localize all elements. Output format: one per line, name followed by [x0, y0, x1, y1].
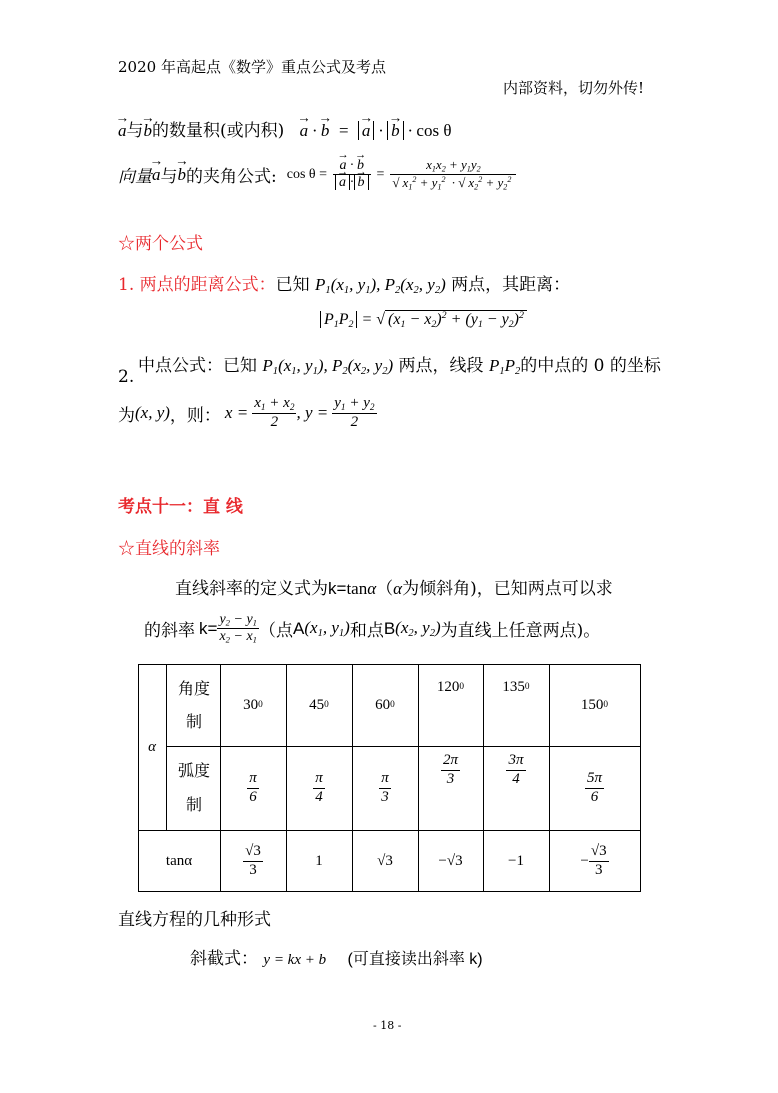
confidential-note: 内部资料，切勿外传!	[503, 79, 645, 97]
cos-theta: cos θ =	[286, 166, 327, 182]
tan-30: $\frac{√3}{3}$	[245, 843, 261, 878]
two-formulas-heading: ☆两个公式	[118, 234, 203, 254]
slope-of: 的斜率	[144, 621, 195, 642]
degree-row-label: 角度制	[178, 679, 211, 731]
slope-tan: tan	[346, 579, 368, 598]
page-number: - 18 -	[373, 1019, 402, 1032]
section-11-heading: 考点十一：直 线	[118, 497, 243, 517]
tan-120: −√3	[438, 852, 463, 869]
tan-60: √3	[377, 852, 393, 869]
dot-product-label: 的数量积(或内积)	[152, 121, 285, 141]
distance-formula-label: 1. 两点的距离公式：	[118, 275, 276, 295]
angle-formula-line: 向量 → a 与 → b 的夹角公式: cos θ = → a · → b → a ·→ b = $\frac{x_1x_2 + y_1y_2}{√ x_1^2 + y_1^2 \cdot √ x_2^2 + y_2^2}$	[118, 158, 516, 191]
tan-150: − $\frac{√3}{3}$	[580, 843, 607, 878]
point-a: A	[293, 618, 305, 638]
radian-150: $\frac{5\pi}{6}$	[586, 770, 602, 805]
radian-135: $\frac{3\pi}{4}$	[508, 752, 524, 787]
midpoint-as: 为	[118, 405, 135, 426]
radian-120: $\frac{2\pi}{3}$	[442, 752, 458, 787]
dot-product-connector: 与	[126, 121, 144, 141]
radian-30: $\frac{\pi}{6}$	[249, 770, 257, 805]
degree-120: 120 0	[436, 678, 465, 695]
vector-b: → b	[144, 121, 153, 141]
slope-definition-line	[175, 574, 613, 599]
midpoint-number: 2.	[118, 367, 135, 387]
angle-formula-prefix: 向量	[118, 167, 152, 187]
midpoint-zero: 0	[593, 356, 605, 376]
alpha-header: α	[148, 738, 156, 755]
distance-two-points: 两点，其距离：	[451, 275, 571, 295]
degree-150: 150 0	[580, 696, 609, 713]
slope-k: k=	[328, 579, 347, 598]
midpoint-of: 的中点的	[520, 356, 589, 376]
dot-product-formula: → a · → b = → a · → b · cos θ	[300, 121, 452, 140]
distance-formula-line	[118, 270, 570, 296]
angle-formula-label: 的夹角公式:	[186, 167, 277, 188]
angle-fraction-vectors: → a · → b → a ·→ b	[333, 158, 371, 191]
distance-formula: $P_1P_2$ = √ $(x_1 - x_2)^2 + (y_1 - y_2)^2$	[320, 310, 527, 330]
slope-definition-text: 直线斜率的定义式为	[175, 579, 328, 599]
slope-any-points: 为直线上任意两点)。	[440, 621, 601, 642]
slope-point-label: （点	[259, 621, 294, 642]
midpoint-formula-line: 中点公式：已知 $P_1(x_1$, $y_1$), $P_2(x_2$, $y_2$) 两点，线段 $P_1P_2$的中点的 0 的坐标	[138, 356, 661, 378]
vector-a: → a	[118, 121, 127, 141]
midpoint-segment: 两点，线段	[398, 356, 484, 376]
line-forms-heading: 直线方程的几种形式	[118, 910, 271, 930]
angle-formula-connector: 与	[160, 167, 178, 188]
midpoint-then: ，则：	[169, 405, 221, 426]
midpoint-result-line: 为 (x, y) ，则： x = $\frac{x_1 + x_2}{2}$ , y = $\frac{y_1 + y_2}{2}$	[118, 395, 375, 431]
radian-45: $\frac{\pi}{4}$	[315, 770, 323, 805]
slope-paren: （	[376, 579, 394, 599]
slope-intercept-line	[190, 944, 483, 969]
points-p1-p2: $P_1(x_1$, $y_1$), $P_2(x_2$, $y_2$)	[315, 275, 446, 297]
slope-and-point: 和点	[349, 621, 384, 642]
slope-heading: ☆直线的斜率	[118, 539, 220, 559]
slope-intercept-label: 斜截式：	[190, 949, 258, 969]
angle-fraction-coordinates: $\frac{x_1x_2 + y_1y_2}{√ x_1^2 + y_1^2 \cdot √ x_2^2 + y_2^2}$	[390, 158, 516, 191]
document-title: 2020 年高起点《数学》重点公式及考点	[118, 58, 386, 76]
degree-135: 135 0	[502, 678, 530, 695]
distance-known: 已知	[275, 275, 310, 295]
dot-product-line	[118, 116, 451, 141]
slope-intercept-note: (可直接读出斜率 k)	[347, 951, 483, 968]
radian-row-label: 弧度制	[178, 761, 211, 814]
point-b: B	[383, 618, 396, 638]
radian-60: $\frac{\pi}{3}$	[381, 770, 389, 805]
slope-two-points-line: 的斜率 k= $\frac{y_2 - y_1}{x_2 - x_1}$ （点 A ($x_1$, $y_1$) 和点 B ($x_2$, $y_2$) 为直线上任意两点)。	[144, 612, 601, 645]
slope-intercept-formula: y = kx + b	[263, 952, 327, 968]
slope-alpha-angle: α	[393, 579, 403, 598]
degree-30: 30 0	[243, 696, 263, 713]
midpoint-coordinates: 的坐标	[609, 356, 661, 376]
slope-k2: k=	[199, 618, 218, 638]
midpoint-label: 中点公式：已知	[138, 356, 257, 376]
angle-table	[138, 664, 641, 892]
slope-alpha: α	[367, 579, 377, 598]
tan-135: −1	[508, 852, 524, 869]
degree-45: 45 0	[309, 696, 329, 713]
tan-45: 1	[315, 852, 323, 869]
tan-row-label: tanα	[165, 852, 193, 869]
slope-inclination-text: 为倾斜角)，已知两点可以求	[402, 579, 613, 599]
degree-60: 60 0	[375, 696, 395, 713]
